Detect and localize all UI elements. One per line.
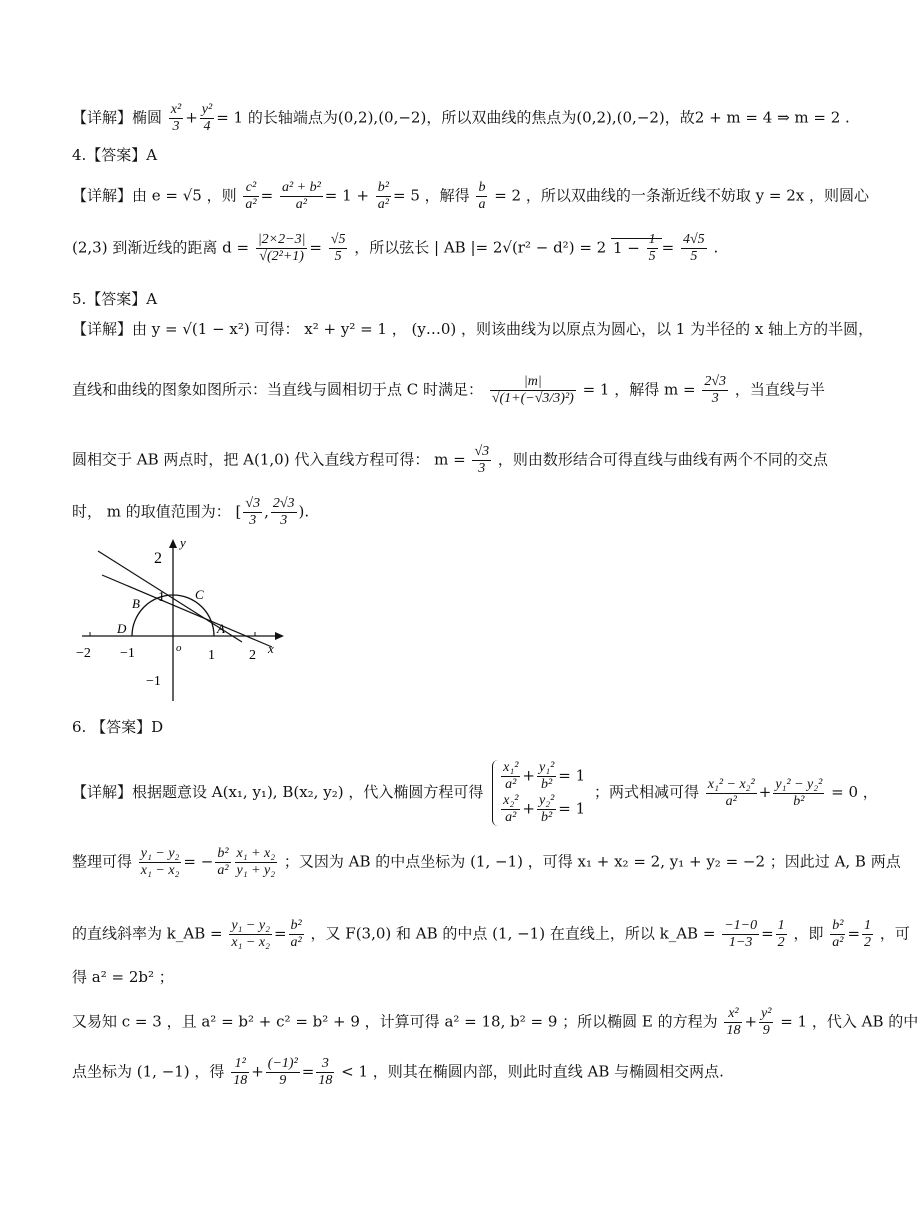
q6-line6: 点坐标为 (1, −1) ，得 $\frac{\text{1²}}{18}$ + $\frac{\text{(−1)²}}{9}$ = $\frac{3}{18}$ < 1 ，则其在椭圆内部，则此时直线 AB 与椭圆相交两点. — [72, 1056, 724, 1088]
q6-text-h: ，即 — [793, 924, 824, 943]
frac-range-hi: $\frac{2√3}{3}$ — [272, 496, 295, 528]
semicircle-figure — [72, 535, 292, 705]
tick-y-neg1: −1 — [146, 674, 161, 689]
point-B: B — [132, 596, 140, 611]
origin-label: o — [176, 642, 182, 654]
equation-system: $\frac{\text{x₁²}}{\text{a²}}$ + $\frac{\text{y₁²}}{\text{b²}}$ = 1 $\frac{\text{x₂²}}{\text{a²}}$ + $\frac{\text{y₂²}}{\text{b²}}$ = 1 — [492, 760, 585, 826]
frac-y-diff: $\frac{\text{y₁² − y₂²}}{\text{b²}}$ — [775, 776, 823, 809]
q6-text-j: 又易知 c = 3 ，且 a² = b² + c² = b² + 9 ，计算可得 a² = 18, b² = 9 ；所以椭圆 E 的方程为 — [72, 1012, 718, 1031]
q5-text-d: 圆相交于 AB 两点时，把 A(1,0) 代入直线方程可得： — [72, 450, 430, 469]
q4-line1: 【详解】由 e = √5 ，则 $\frac{\text{c²}}{\text{a²}}$ = $\frac{\text{a² + b²}}{\text{a²}}$ = 1 + $\frac{\text{b²}}{\text{a²}}$ = 5 ，解得 $\frac{b}{a}$ = 2 ，所以双曲线的一条渐近线不妨取 y = 2x ，则圆心 — [72, 180, 869, 212]
q6-text-f: 的直线斜率为 k_AB = — [72, 924, 223, 943]
x-label: x — [268, 641, 274, 656]
y-axis-arrow — [169, 539, 177, 548]
q5-text-c: ，当直线与半 — [734, 380, 825, 399]
frac-sqrt3: $\frac{√3}{3}$ — [474, 444, 490, 476]
tick-y-2: 2 — [154, 550, 162, 567]
q3-line: 【详解】椭圆 $\frac{\text{x²}}{3}$ + $\frac{\text{y²}}{4}$ = 1 的长轴端点为(0,2),(0,−2)，所以双曲线的焦点为(0,2),(0,−2)，故2 + m = 4 ⇒ m = 2 . — [72, 102, 850, 134]
q5-answer: 5.【答案】A — [72, 290, 158, 308]
q5-line2: 直线和曲线的图象如图所示：当直线与圆相切于点 C 时满足： $\frac{|m|}{\text{√(1+(−√3/3)²)}}$ = 1 ，解得 m = $\frac{2√3}{3}$ ，当直线与半 — [72, 374, 825, 406]
point-A: A — [217, 621, 225, 636]
q5-text-g: ). — [298, 502, 310, 521]
point-C: C — [195, 587, 204, 602]
tick-y-1: 1 — [158, 590, 165, 605]
y-label: y — [180, 535, 186, 550]
q4-text-b: ，解得 — [424, 186, 470, 205]
q5-text-a: 直线和曲线的图象如图所示：当直线与圆相切于点 C 时满足： — [72, 380, 484, 399]
q6-line5: 又易知 c = 3 ，且 a² = b² + c² = b² + 9 ，计算可得 a² = 18, b² = 9 ；所以椭圆 E 的方程为 $\frac{\text{x²}}{18}$ + $\frac{\text{y²}}{9}$ = 1 ，代入 AB 的中 — [72, 1006, 918, 1038]
q6-text-g: ，又 F(3,0) 和 AB 的中点 (1, −1) 在直线上，所以 k_AB = — [310, 924, 716, 943]
point-D: D — [117, 621, 127, 636]
tick-x-1: 1 — [208, 648, 215, 663]
tick-x-2: 2 — [249, 648, 256, 663]
q6-line1: 【详解】根据题意设 A(x₁, y₁), B(x₂, y₂) ，代入椭圆方程可得 $\frac{\text{x₁²}}{\text{a²}}$ + $\frac{\text{y₁²}}{\text{b²}}$ = 1 $\frac{\text{x₂²}}{\text{a²}}$ + $\frac{\text{y₂²}}{\text{b²}}$ = 1 ；两式相减可得 $\frac{\text{x₁² − x₂²}}{\text{a²}}$ + $\frac{\text{y₁² − y₂²}}{\text{b²}}$ = 0 ， — [72, 760, 878, 825]
q6-text-c: = 0 ， — [831, 783, 878, 801]
q6-text-k: = 1 ，代入 AB 的中 — [780, 1012, 918, 1031]
q6-text-m: < 1 ，则其在椭圆内部，则此时直线 AB 与椭圆相交两点. — [341, 1062, 724, 1081]
q6-text-e: ；又因为 AB 的中点坐标为 (1, −1) ，可得 x₁ + x₂ = 2, y₁ + y₂ = −2 ；因此过 A, B 两点 — [283, 852, 901, 871]
q5-text-b: = 1 ，解得 — [582, 380, 660, 399]
q4-text-e: ，所以弦长 | AB |= 2√(r² − d²) = 2 — [354, 238, 607, 257]
q5-line4: 时， m 的取值范围为： [ $\frac{√3}{3}$ , $\frac{2√3}{3}$ ). — [72, 496, 310, 528]
q5-line1: 【详解】由 y = √(1 − x²) 可得： x² + y² = 1 ， (y…0) ，则该曲线为以原点为圆心，以 1 为半径的 x 轴上方的半圆， — [72, 320, 874, 338]
q5-line3: 圆相交于 AB 两点时，把 A(1,0) 代入直线方程可得： m = $\frac{√3}{3}$ ，则由数形结合可得直线与曲线有两个不同的交点 — [72, 444, 828, 476]
x-axis-arrow — [275, 632, 284, 640]
q6-text-b: ；两式相减可得 — [593, 783, 699, 801]
ellipse-frac-x: $\frac{\text{x²}}{3}$ — [170, 102, 182, 134]
q6-line2: 整理可得 $\frac{\text{y₁ − y₂}}{\text{x₁ − x₂}}$ = − $\frac{\text{b²}}{\text{a²}}$ $\frac{\text{x₁ + x₂}}{\text{y₁ + y₂}}$ ；又因为 AB 的中点坐标为 (1, −1) ，可得 x₁ + x₂ = 2, y₁ + y₂ = −2 ；因此过 A, B 两点 — [72, 846, 901, 878]
frac-ba: $\frac{b}{a}$ — [478, 180, 486, 212]
q4-text-d: (2,3) 到渐近线的距离 d = — [72, 238, 250, 257]
q4-text-f: . — [713, 238, 719, 257]
q6-text-a: 【详解】根据题意设 A(x₁, y₁), B(x₂, y₂) ，代入椭圆方程可得 — [72, 783, 484, 801]
frac-4sqrt5: $\frac{4√5}{5}$ — [682, 232, 705, 264]
frac-sqrt5-5: $\frac{√5}{5}$ — [330, 232, 346, 264]
q4-text-a: 【详解】由 e = √5 ，则 — [72, 186, 237, 205]
q4-line2: (2,3) 到渐近线的距离 d = $\frac{|2\times 2-3|}{\text{√(2²+1)}}$ = $\frac{√5}{5}$ ，所以弦长 | AB |= 2√(r² − d²) = 2 1 − $\frac{1}{5}$ = $\frac{4√5}{5}$ . — [72, 232, 719, 264]
frac-2sqrt3: $\frac{2√3}{3}$ — [704, 374, 727, 406]
q6-text-i: ，可 — [879, 924, 910, 943]
q6-text-d: 整理可得 — [72, 852, 133, 871]
frac-distance: $\frac{|2\times 2-3|}{\text{√(2²+1)}}$ — [257, 232, 306, 264]
q3-text: 的长轴端点为(0,2),(0,−2)，所以双曲线的焦点为(0,2),(0,−2)，故2 + m = 4 ⇒ m = 2 . — [247, 108, 850, 127]
q4-text-c: = 2 ，所以双曲线的一条渐近线不妨取 y = 2x ，则圆心 — [494, 186, 869, 205]
q6-answer: 6. 【答案】D — [72, 718, 164, 736]
q6-text-l: 点坐标为 (1, −1) ，得 — [72, 1062, 225, 1081]
frac-range-lo: $\frac{√3}{3}$ — [245, 496, 261, 528]
frac-c2a2: $\frac{\text{c²}}{\text{a²}}$ — [245, 180, 257, 212]
q3-detail-label: 【详解】椭圆 — [72, 108, 163, 127]
frac-a2b2: $\frac{\text{a² + b²}}{\text{a²}}$ — [281, 180, 321, 212]
frac-tangent: $\frac{|m|}{\text{√(1+(−√3/3)²)}}$ — [491, 374, 574, 406]
frac-x-diff: $\frac{\text{x₁² − x₂²}}{\text{a²}}$ — [707, 776, 755, 809]
ellipse-frac-y: $\frac{\text{y²}}{4}$ — [201, 102, 213, 134]
q6-line3: 的直线斜率为 k_AB = $\frac{\text{y₁ − y₂}}{\text{x₁ − x₂}}$ = $\frac{\text{b²}}{\text{a²}}$ ，又 F(3,0) 和 AB 的中点 (1, −1) 在直线上，所以 k_AB = $\frac{-1-0}{1-3}$ = $\frac{1}{2}$ ，即 $\frac{\text{b²}}{\text{a²}}$ = $\frac{1}{2}$ ，可 — [72, 918, 910, 950]
frac-b2a2: $\frac{\text{b²}}{\text{a²}}$ — [377, 180, 389, 212]
q4-answer: 4.【答案】A — [72, 146, 158, 164]
tick-x-neg2: −2 — [76, 646, 91, 661]
q5-text-e: ，则由数形结合可得直线与曲线有两个不同的交点 — [497, 450, 828, 469]
q5-text-f: 时， m 的取值范围为： [ — [72, 502, 242, 521]
tick-x-neg1: −1 — [120, 646, 135, 661]
q6-line4: 得 a² = 2b² ； — [72, 968, 174, 986]
